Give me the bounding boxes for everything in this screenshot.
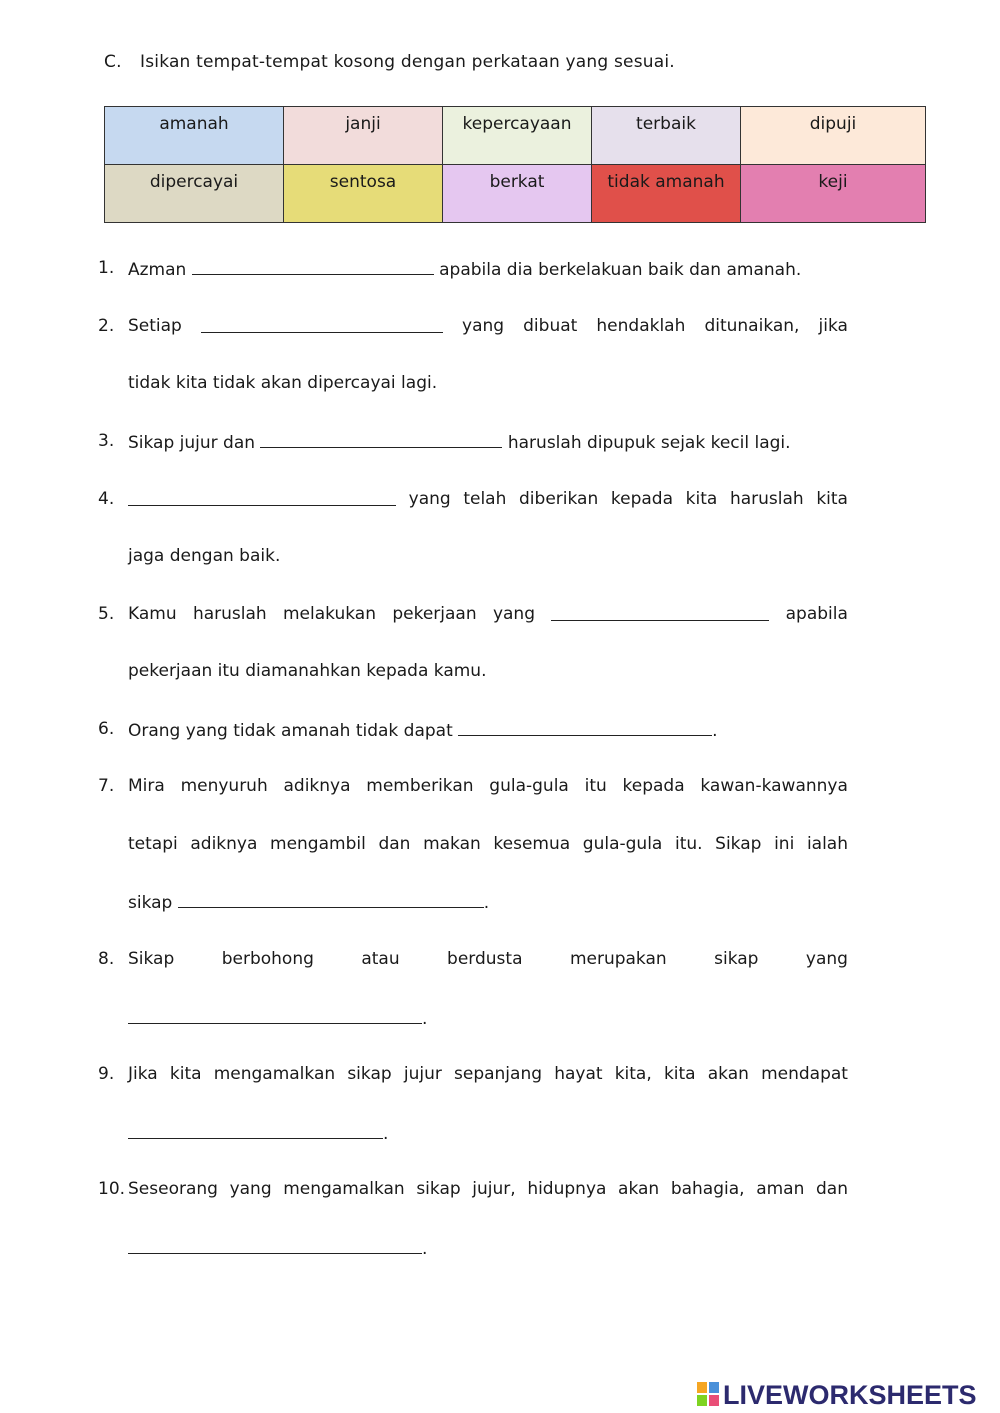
question-5 [98, 603, 848, 625]
question-number: 2. [98, 316, 115, 336]
answer-blank[interactable] [458, 718, 712, 736]
question-text: sikap [128, 893, 173, 913]
question-word: Mira [128, 776, 165, 796]
word-cell[interactable]: sentosa [284, 165, 443, 223]
question-word: pekerjaan [392, 604, 477, 624]
question-text: Sikap jujur dan [128, 433, 256, 453]
question-word: dibuat [523, 316, 578, 336]
question-word: sikap [416, 1179, 461, 1199]
word-cell[interactable]: tidak amanah [592, 165, 741, 223]
word-cell[interactable]: amanah [105, 107, 284, 165]
answer-blank[interactable] [201, 315, 443, 333]
question-word: sikap [714, 949, 759, 969]
question-text: apabila dia berkelakuan baik dan amanah. [439, 260, 802, 280]
liveworksheets-logo[interactable] [697, 1378, 977, 1412]
question-word: berdusta [447, 949, 523, 969]
word-bank-row [105, 107, 926, 165]
question-word: akan [707, 1064, 749, 1084]
question-word: mendapat [761, 1064, 848, 1084]
question-word: adiknya [283, 776, 351, 796]
question-word: sikap [347, 1064, 392, 1084]
question-word: Sikap [128, 949, 175, 969]
question-word: itu. [674, 834, 703, 854]
question-word: Kamu [128, 604, 177, 624]
question-text: . [483, 893, 490, 913]
answer-blank[interactable] [551, 603, 769, 621]
question-number: 1. [98, 258, 115, 278]
word-cell[interactable]: keji [741, 165, 926, 223]
question-number: 10. [98, 1179, 126, 1199]
question-10-line-2 [98, 1236, 848, 1258]
question-text: jaga dengan baik. [128, 546, 281, 566]
question-number: 6. [98, 719, 115, 739]
question-text: tidak kita tidak akan dipercayai lagi. [128, 373, 438, 393]
question-word: kita [685, 489, 718, 509]
question-word: bahagia, [670, 1179, 745, 1199]
question-word: kita, [614, 1064, 652, 1084]
question-6 [98, 718, 848, 740]
question-number: 7. [98, 776, 115, 796]
question-word: jujur, [472, 1179, 516, 1199]
instruction-text: Isikan tempat-tempat kosong dengan perkataan yang sesuai. [140, 52, 675, 72]
question-word: memberikan [366, 776, 474, 796]
question-word: diberikan [519, 489, 599, 509]
question-word: hayat [554, 1064, 603, 1084]
question-word: kepada [610, 489, 673, 509]
question-word: yang [229, 1179, 272, 1199]
question-word: gula-gula [489, 776, 569, 796]
question-text: . [383, 1124, 389, 1144]
answer-blank[interactable] [128, 1236, 422, 1254]
question-word: itu [584, 776, 607, 796]
question-word: Sikap [715, 834, 762, 854]
question-1 [98, 257, 848, 279]
question-word: Seseorang [128, 1179, 218, 1199]
question-2-line-2 [98, 372, 848, 394]
answer-blank[interactable] [128, 1121, 383, 1139]
question-number: 4. [98, 489, 115, 509]
question-text: haruslah dipupuk sejak kecil lagi. [507, 433, 791, 453]
question-text: Azman [128, 260, 187, 280]
question-word: berbohong [221, 949, 314, 969]
question-text: . [712, 721, 718, 741]
question-word: jujur [403, 1064, 442, 1084]
question-word: ini [774, 834, 795, 854]
question-9-line-2 [98, 1121, 848, 1143]
question-word: yang [408, 489, 451, 509]
question-3 [98, 430, 848, 452]
question-word: telah [463, 489, 507, 509]
question-word: yang [492, 604, 535, 624]
question-word: haruslah [192, 604, 267, 624]
question-word: ditunaikan, [704, 316, 800, 336]
question-number: 9. [98, 1064, 115, 1084]
word-cell[interactable]: terbaik [592, 107, 741, 165]
question-word: yang [462, 316, 505, 336]
question-8-line-2 [98, 1006, 848, 1028]
word-bank-table [104, 106, 926, 223]
question-word: adiknya [190, 834, 258, 854]
question-word: akan [618, 1179, 660, 1199]
word-cell[interactable]: dipercayai [105, 165, 284, 223]
question-text: pekerjaan itu diamanahkan kepada kamu. [128, 661, 487, 681]
question-word: mengamalkan [213, 1064, 336, 1084]
word-cell[interactable]: dipuji [741, 107, 926, 165]
answer-blank[interactable] [178, 890, 484, 908]
question-2 [98, 315, 848, 337]
question-word: ialah [806, 834, 848, 854]
word-cell[interactable]: berkat [443, 165, 592, 223]
question-word: dan [378, 834, 411, 854]
question-number: 5. [98, 604, 115, 624]
question-word: hendaklah [596, 316, 686, 336]
question-word: yang [805, 949, 848, 969]
question-7-line-3 [98, 890, 848, 912]
question-word: kesemua [493, 834, 571, 854]
question-word: mengamalkan [283, 1179, 405, 1199]
question-5-line-2 [98, 660, 848, 682]
question-word: tetapi [128, 834, 178, 854]
question-text: . [422, 1239, 428, 1259]
section-label: C. [104, 52, 122, 72]
question-7-line-2 [98, 833, 848, 855]
question-word: jika [818, 316, 848, 336]
question-4 [98, 488, 848, 510]
question-word: merupakan [569, 949, 667, 969]
question-9 [98, 1063, 848, 1085]
word-bank-row [105, 165, 926, 223]
question-word: melakukan [283, 604, 376, 624]
question-word: hidupnya [527, 1179, 607, 1199]
question-word: haruslah [729, 489, 804, 509]
question-word: kawan-kawannya [700, 776, 848, 796]
answer-blank[interactable] [260, 430, 502, 448]
question-word: kita [169, 1064, 202, 1084]
question-word: Jika [128, 1064, 158, 1084]
question-word: kita [816, 489, 848, 509]
question-word: dan [816, 1179, 848, 1199]
question-word: menyuruh [180, 776, 268, 796]
question-word: sepanjang [454, 1064, 543, 1084]
word-cell[interactable]: kepercayaan [443, 107, 592, 165]
answer-blank[interactable] [128, 488, 396, 506]
liveworksheets-logo-icon [697, 1382, 721, 1408]
question-text: Orang yang tidak amanah tidak dapat [128, 721, 453, 741]
question-number: 8. [98, 949, 115, 969]
answer-blank[interactable] [128, 1006, 422, 1024]
question-word: kepada [622, 776, 685, 796]
question-word: apabila [785, 604, 848, 624]
question-text: . [422, 1009, 428, 1029]
question-word: mengambil [270, 834, 366, 854]
question-7 [98, 775, 848, 797]
word-cell[interactable]: janji [284, 107, 443, 165]
question-number: 3. [98, 431, 115, 451]
question-word: gula-gula [582, 834, 663, 854]
question-word: atau [361, 949, 400, 969]
question-4-line-2 [98, 545, 848, 567]
question-word: kita [663, 1064, 696, 1084]
question-10 [98, 1178, 848, 1200]
instruction [104, 52, 675, 72]
question-word: Setiap [128, 316, 182, 336]
answer-blank[interactable] [192, 257, 434, 275]
brand-name: LIVEWORKSHEETS [723, 1379, 977, 1410]
question-word: makan [423, 834, 481, 854]
question-8 [98, 948, 848, 970]
question-word: aman [756, 1179, 805, 1199]
